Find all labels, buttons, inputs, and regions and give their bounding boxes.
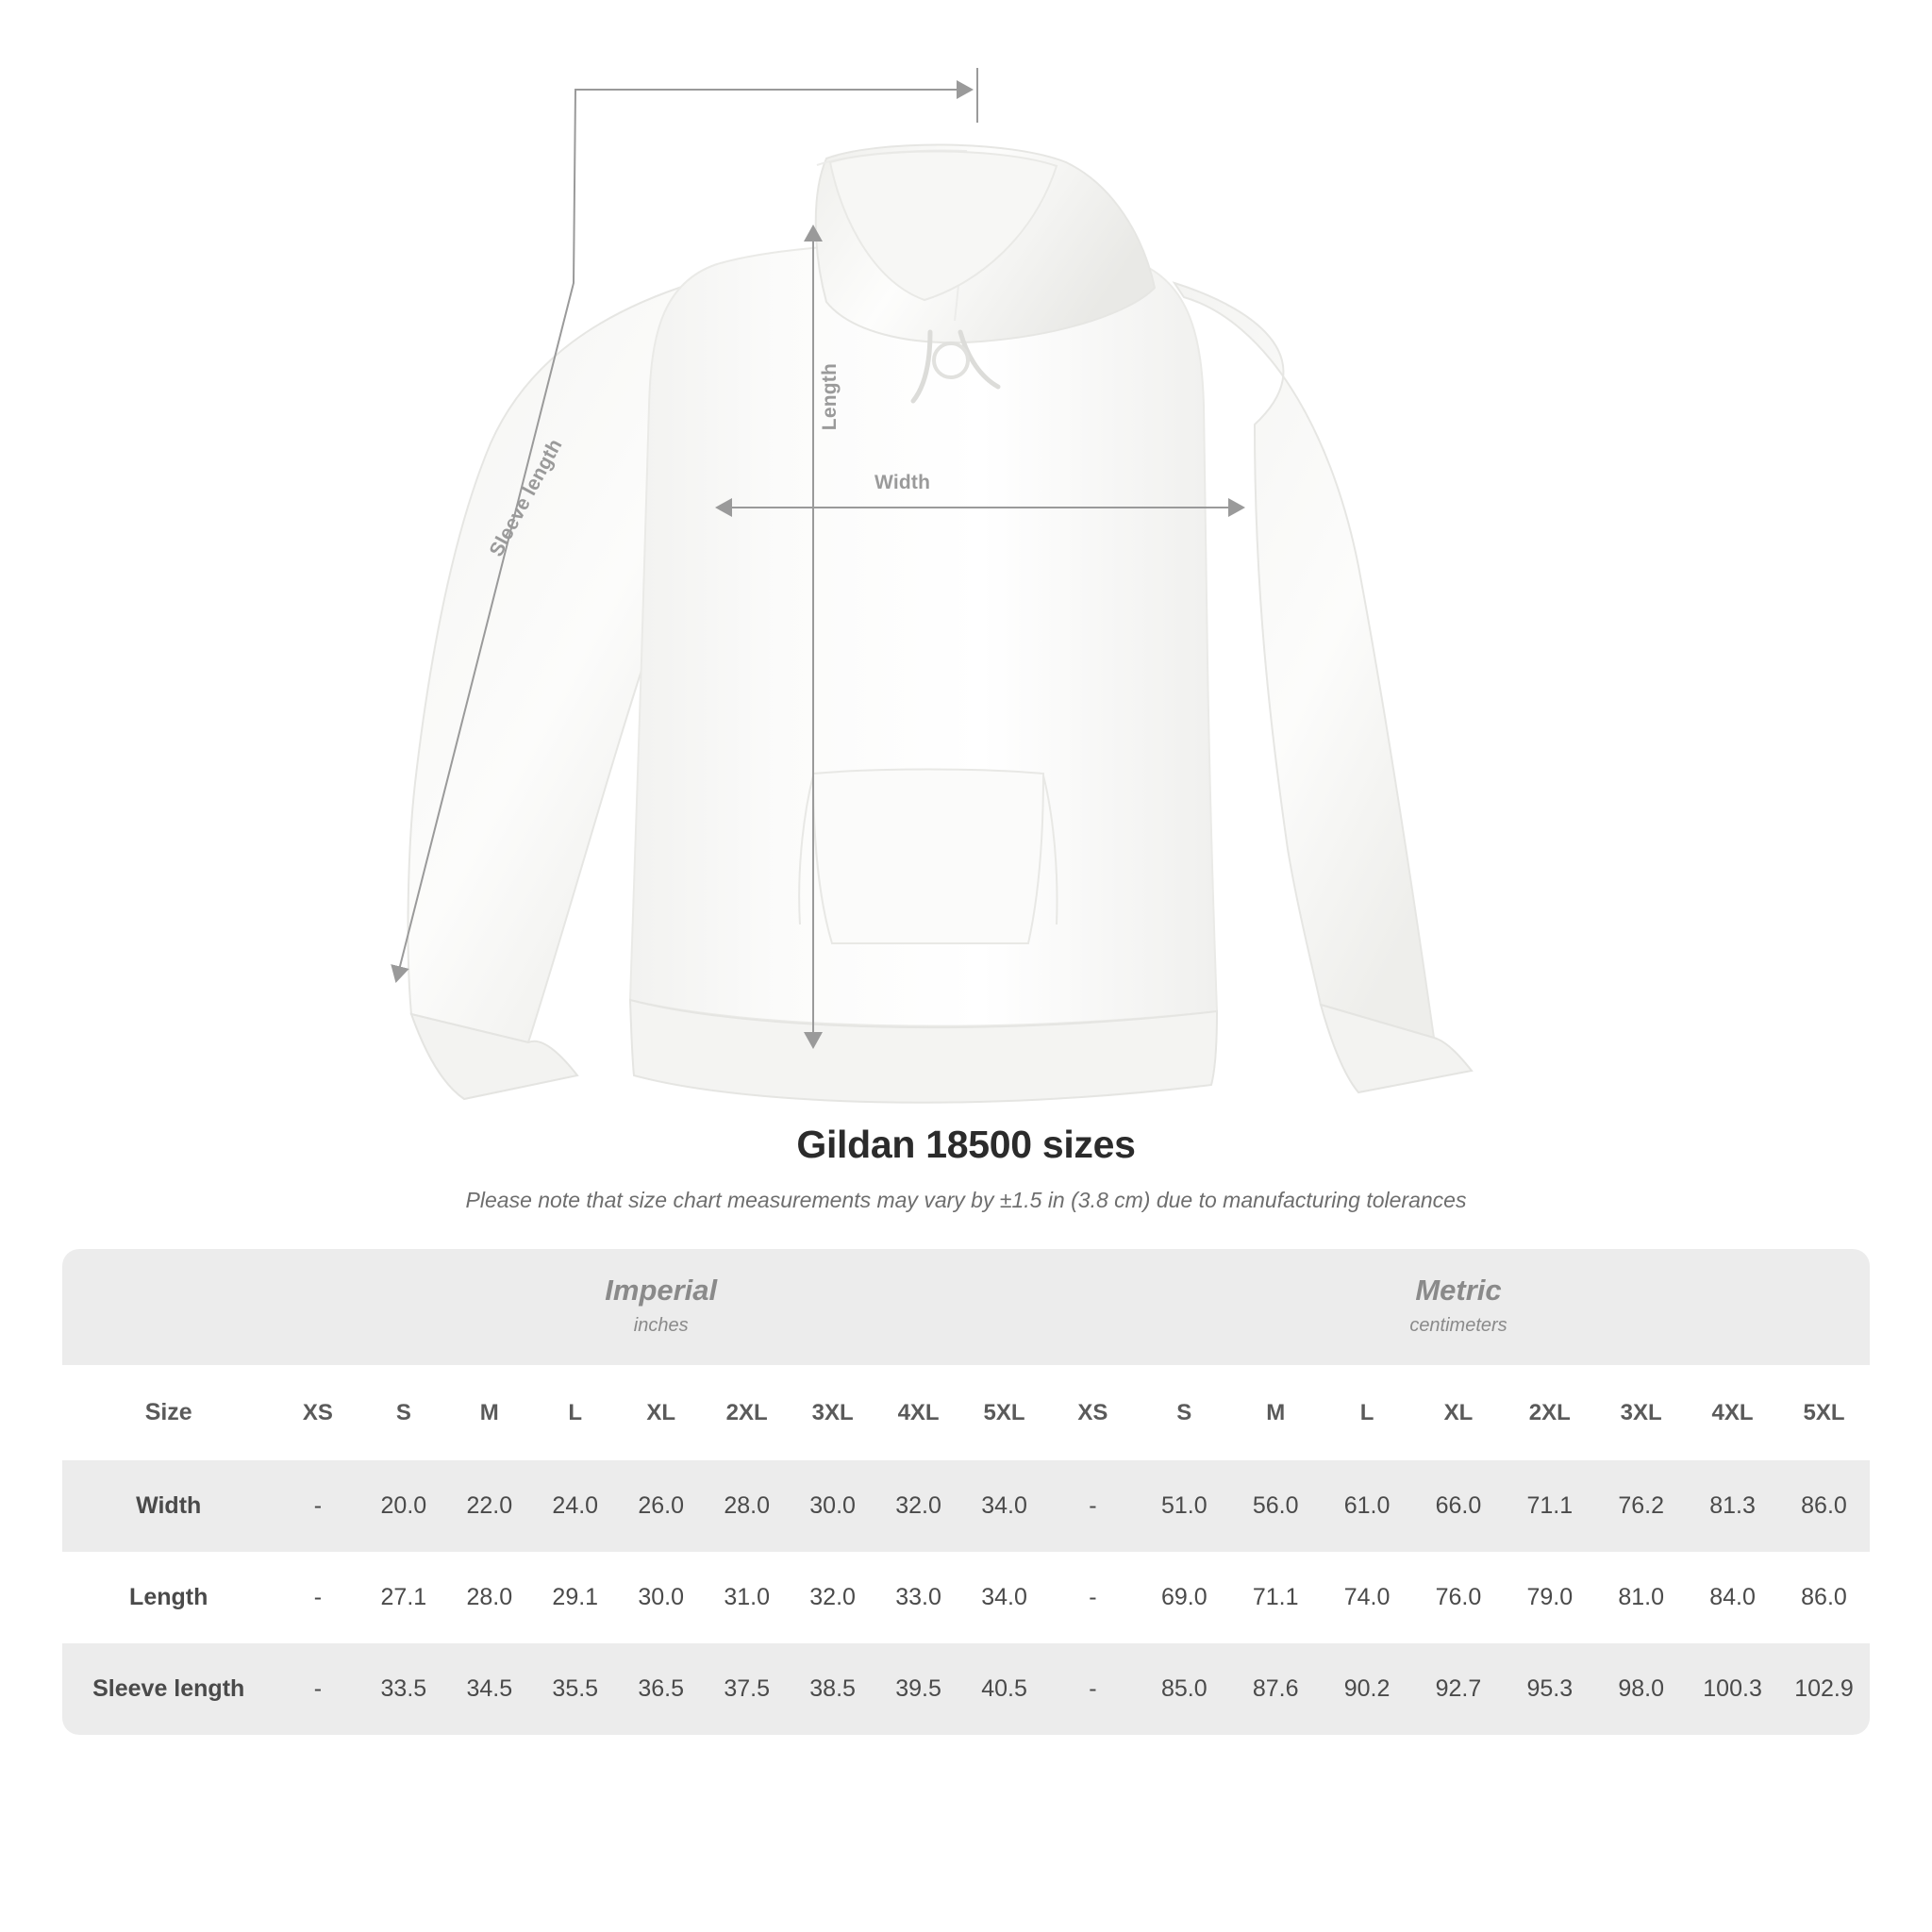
- cell-width-imperial-m: 22.0: [446, 1460, 532, 1552]
- page-subtitle: Please note that size chart measurements may vary by ±1.5 in (3.8 cm) due to manufacturing tolerances: [465, 1188, 1467, 1212]
- cell-width-metric-5xl: 86.0: [1778, 1460, 1870, 1552]
- col-imperial-l: L: [532, 1365, 618, 1460]
- col-imperial-3xl: 3XL: [790, 1365, 875, 1460]
- cell-length-imperial-5xl: 34.0: [961, 1552, 1047, 1643]
- cell-width-imperial-5xl: 34.0: [961, 1460, 1047, 1552]
- table-row: [62, 1643, 1870, 1735]
- col-imperial-xl: XL: [618, 1365, 704, 1460]
- cell-width-imperial-l: 24.0: [532, 1460, 618, 1552]
- cell-width-metric-l: 61.0: [1322, 1460, 1413, 1552]
- cell-length-metric-s: 69.0: [1139, 1552, 1230, 1643]
- table-row: [62, 1460, 1870, 1552]
- cell-width-metric-3xl: 76.2: [1595, 1460, 1687, 1552]
- col-imperial-xs: XS: [275, 1365, 360, 1460]
- col-metric-2xl: 2XL: [1504, 1365, 1595, 1460]
- cell-sleeve-metric-l: 90.2: [1322, 1643, 1413, 1735]
- cell-sleeve-metric-4xl: 100.3: [1687, 1643, 1778, 1735]
- cell-length-metric-5xl: 86.0: [1778, 1552, 1870, 1643]
- unit-group-metric-sub: centimeters: [1409, 1315, 1507, 1336]
- cell-width-imperial-3xl: 30.0: [790, 1460, 875, 1552]
- sleeve-length-label: Sleeve length: [485, 435, 567, 560]
- col-metric-4xl: 4XL: [1687, 1365, 1778, 1460]
- col-metric-3xl: 3XL: [1595, 1365, 1687, 1460]
- cell-width-metric-2xl: 71.1: [1504, 1460, 1595, 1552]
- col-imperial-4xl: 4XL: [875, 1365, 961, 1460]
- col-metric-xl: XL: [1413, 1365, 1505, 1460]
- cell-sleeve-imperial-l: 35.5: [532, 1643, 618, 1735]
- cell-width-imperial-xl: 26.0: [618, 1460, 704, 1552]
- unit-group-imperial-sub: inches: [633, 1315, 689, 1336]
- cell-sleeve-metric-s: 85.0: [1139, 1643, 1230, 1735]
- cell-length-imperial-3xl: 32.0: [790, 1552, 875, 1643]
- cell-length-imperial-l: 29.1: [532, 1552, 618, 1643]
- cell-width-imperial-2xl: 28.0: [704, 1460, 790, 1552]
- cell-sleeve-imperial-3xl: 38.5: [790, 1643, 875, 1735]
- cell-length-metric-l: 74.0: [1322, 1552, 1413, 1643]
- unit-group-metric: [1047, 1249, 1870, 1365]
- hoodie-artwork: [408, 144, 1472, 1102]
- size-table-wrapper: [62, 1249, 1870, 1735]
- unit-group-imperial-name: Imperial: [605, 1274, 718, 1307]
- row-label-width: Width: [62, 1460, 275, 1552]
- cell-length-metric-xs: -: [1047, 1552, 1139, 1643]
- cell-length-metric-m: 71.1: [1230, 1552, 1322, 1643]
- unit-spacer: [62, 1249, 275, 1365]
- cell-width-metric-s: 51.0: [1139, 1460, 1230, 1552]
- cell-sleeve-imperial-xl: 36.5: [618, 1643, 704, 1735]
- cell-width-metric-xs: -: [1047, 1460, 1139, 1552]
- col-metric-xs: XS: [1047, 1365, 1139, 1460]
- table-row: [62, 1552, 1870, 1643]
- col-imperial-s: S: [360, 1365, 446, 1460]
- cell-sleeve-metric-2xl: 95.3: [1504, 1643, 1595, 1735]
- cell-width-imperial-s: 20.0: [360, 1460, 446, 1552]
- cell-length-imperial-xl: 30.0: [618, 1552, 704, 1643]
- col-imperial-5xl: 5XL: [961, 1365, 1047, 1460]
- cell-width-metric-4xl: 81.3: [1687, 1460, 1778, 1552]
- cell-sleeve-metric-xl: 92.7: [1413, 1643, 1505, 1735]
- size-header-row: [62, 1365, 1870, 1460]
- col-metric-m: M: [1230, 1365, 1322, 1460]
- cell-sleeve-imperial-5xl: 40.5: [961, 1643, 1047, 1735]
- cell-length-imperial-m: 28.0: [446, 1552, 532, 1643]
- cell-width-imperial-4xl: 32.0: [875, 1460, 961, 1552]
- cell-length-metric-xl: 76.0: [1413, 1552, 1505, 1643]
- page-title: Gildan 18500 sizes: [796, 1123, 1136, 1166]
- col-imperial-2xl: 2XL: [704, 1365, 790, 1460]
- cell-sleeve-imperial-s: 33.5: [360, 1643, 446, 1735]
- col-imperial-m: M: [446, 1365, 532, 1460]
- size-table: [62, 1249, 1870, 1735]
- col-metric-5xl: 5XL: [1778, 1365, 1870, 1460]
- unit-group-metric-name: Metric: [1415, 1274, 1502, 1307]
- cell-length-imperial-xs: -: [275, 1552, 360, 1643]
- row-header-label: Size: [62, 1365, 275, 1460]
- col-metric-s: S: [1139, 1365, 1230, 1460]
- row-label-length: Length: [62, 1552, 275, 1643]
- col-metric-l: L: [1322, 1365, 1413, 1460]
- cell-length-imperial-2xl: 31.0: [704, 1552, 790, 1643]
- cell-sleeve-imperial-m: 34.5: [446, 1643, 532, 1735]
- cell-sleeve-imperial-xs: -: [275, 1643, 360, 1735]
- row-label-sleeve-length: Sleeve length: [62, 1643, 275, 1735]
- cell-sleeve-metric-3xl: 98.0: [1595, 1643, 1687, 1735]
- cell-sleeve-metric-m: 87.6: [1230, 1643, 1322, 1735]
- cell-width-imperial-xs: -: [275, 1460, 360, 1552]
- unit-header-row: [62, 1249, 1870, 1365]
- cell-sleeve-imperial-4xl: 39.5: [875, 1643, 961, 1735]
- cell-sleeve-imperial-2xl: 37.5: [704, 1643, 790, 1735]
- cell-length-imperial-4xl: 33.0: [875, 1552, 961, 1643]
- cell-width-metric-m: 56.0: [1230, 1460, 1322, 1552]
- cell-width-metric-xl: 66.0: [1413, 1460, 1505, 1552]
- width-label: Width: [874, 472, 931, 493]
- unit-group-imperial: [275, 1249, 1047, 1365]
- cell-sleeve-metric-xs: -: [1047, 1643, 1139, 1735]
- cell-length-metric-2xl: 79.0: [1504, 1552, 1595, 1643]
- cell-length-imperial-s: 27.1: [360, 1552, 446, 1643]
- title-block: [0, 1123, 1932, 1213]
- cell-length-metric-4xl: 84.0: [1687, 1552, 1778, 1643]
- cell-length-metric-3xl: 81.0: [1595, 1552, 1687, 1643]
- length-label: Length: [819, 363, 841, 431]
- cell-sleeve-metric-5xl: 102.9: [1778, 1643, 1870, 1735]
